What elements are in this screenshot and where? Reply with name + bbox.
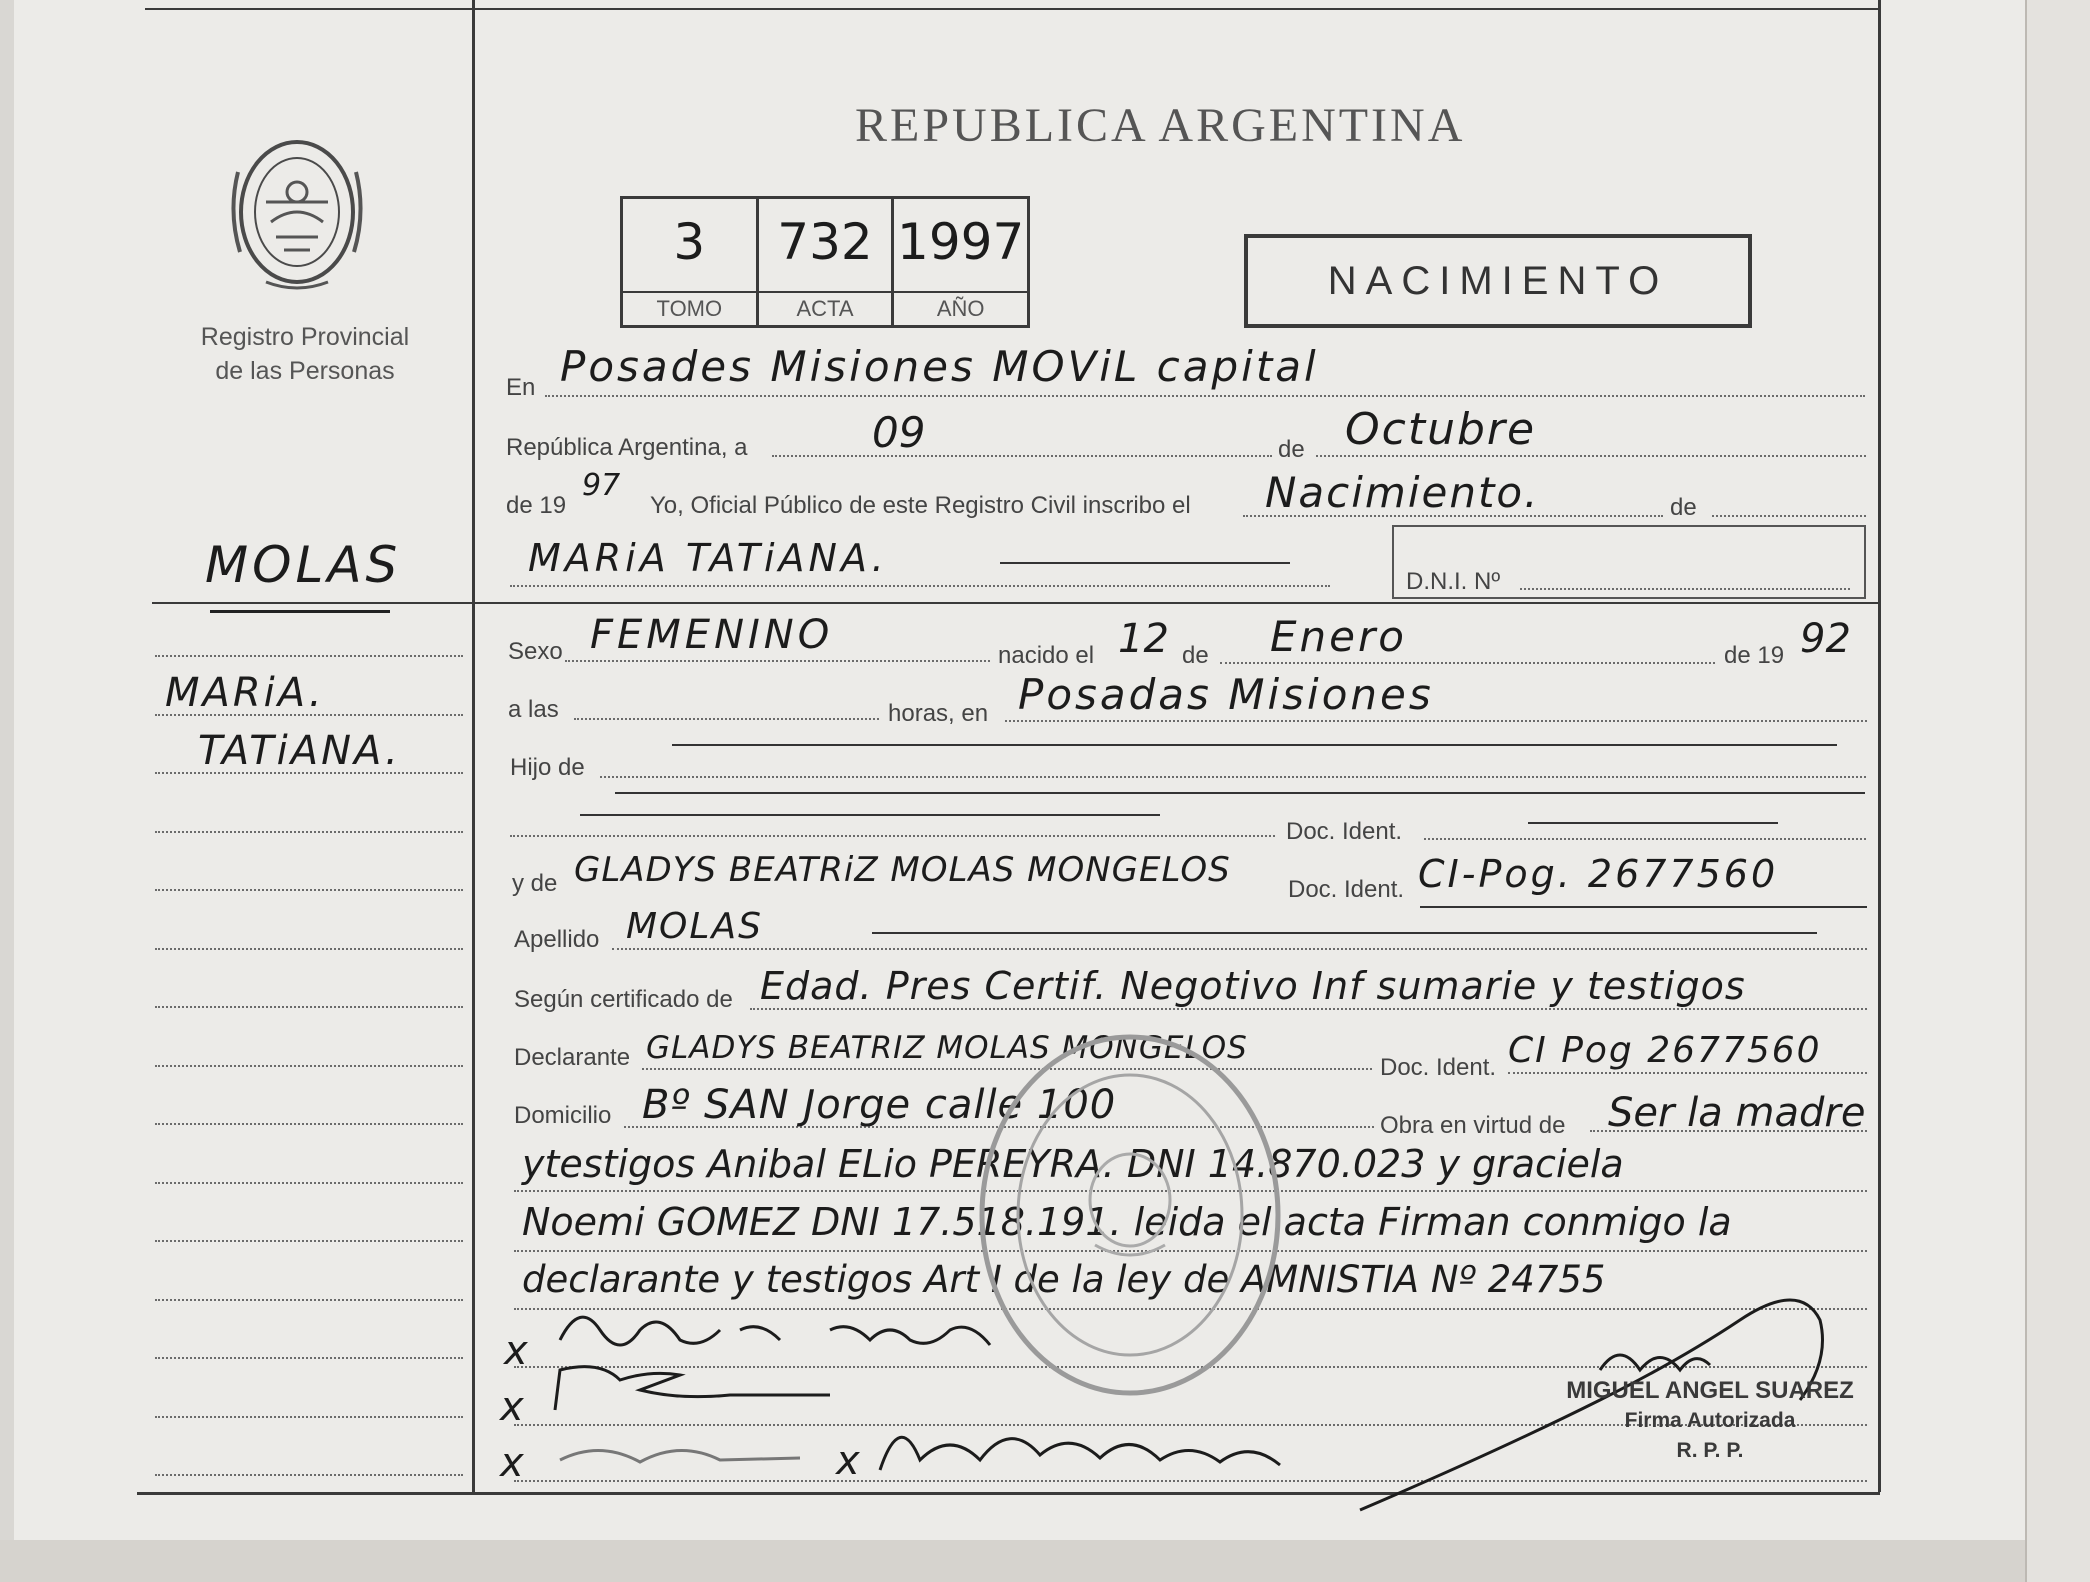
segun-label: Según certificado de	[514, 986, 733, 1013]
oficial-label: Yo, Oficial Público de este Registro Civil inscribo el	[650, 492, 1191, 519]
official-block	[1520, 1376, 1900, 1466]
apellido-label: Apellido	[514, 926, 600, 953]
birth-month-line	[1220, 662, 1715, 664]
horas-label: horas, en	[888, 700, 989, 727]
hijo-dash-2	[615, 792, 1865, 794]
apellido-dash	[872, 932, 1817, 934]
tomo-cell	[623, 199, 759, 325]
en-label: En	[506, 374, 536, 401]
margin-ruled-line	[155, 1474, 463, 1476]
inscribo-value: Nacimiento.	[1265, 468, 1540, 517]
de-label-2: de	[1670, 494, 1697, 521]
tomo-value: 3	[673, 213, 706, 271]
official-stamp-icon	[975, 1030, 1285, 1400]
person-name-dash	[1000, 562, 1290, 564]
birth-day: 12	[1118, 616, 1169, 662]
notes-line-1-text: ytestigos Anibal ELio PEREYRA. DNI 14.870.023 y graciela	[522, 1142, 1624, 1186]
day-line	[772, 455, 1272, 457]
acta-value: 732	[777, 213, 873, 271]
acta-cell	[759, 199, 895, 325]
official-office: R. P. P.	[1676, 1439, 1744, 1462]
nacido-label: nacido el	[998, 642, 1095, 669]
notes-line-3-text: declarante y testigos Art I de la ley de AMNISTIA Nº 24755	[522, 1258, 1606, 1301]
margin-ruled-line	[155, 889, 463, 891]
right-border	[1878, 0, 1881, 1492]
hijo-dash-3	[580, 814, 1160, 816]
margin-ruled-line	[155, 948, 463, 950]
margin-name-line-1: MARiA.	[165, 670, 325, 716]
margin-ruled-line	[155, 1182, 463, 1184]
facing-page-edge	[2025, 0, 2090, 1582]
birth-year: 92	[1800, 616, 1851, 662]
en-value: Posades Misiones MOViL capital	[560, 342, 1319, 391]
dni-label: D.N.I. Nº	[1406, 568, 1501, 595]
birth-de-label: de	[1182, 642, 1209, 669]
domicilio-value: Bº SAN Jorge calle 100	[642, 1082, 1117, 1128]
segun-value: Edad. Pres Certif. Negotivo Inf sumarie y testigos	[760, 964, 1746, 1008]
top-rule	[145, 8, 1880, 10]
mother-name: GLADYS BEATRiZ MOLAS MONGELOS	[574, 850, 1231, 890]
page-bottom-margin	[0, 1540, 2025, 1582]
margin-ruled-line	[155, 1240, 463, 1242]
margin-ruled-line	[155, 1357, 463, 1359]
acta-label: ACTA	[759, 291, 892, 325]
section-divider	[152, 602, 1880, 604]
segun-line	[750, 1008, 1867, 1010]
republica-label: República Argentina, a	[506, 434, 748, 461]
ano-label: AÑO	[894, 291, 1027, 325]
notes-line-2-text: Noemi GOMEZ DNI 17.518.191. leida el acta Firman conmigo la	[522, 1200, 1732, 1244]
doc-ident-label-2: Doc. Ident.	[1288, 876, 1405, 903]
margin-surname: MOLAS	[205, 536, 402, 594]
sexo-line	[565, 660, 990, 662]
registry-name	[170, 320, 440, 388]
alas-label: a las	[508, 696, 559, 723]
year-prefix-label: de 19	[506, 492, 567, 519]
registry-line-1: Registro Provincial	[200, 323, 410, 351]
signature-mark-4: x	[836, 1438, 860, 1484]
margin-ruled-line	[155, 1123, 463, 1125]
hijo-dash-1	[672, 744, 1837, 746]
month-line	[1316, 455, 1866, 457]
birth-year-prefix: de 19	[1724, 642, 1785, 669]
margin-ruled-line	[155, 714, 463, 716]
registry-line-2: de las Personas	[215, 357, 395, 385]
declarante-doc: CI Pog 2677560	[1508, 1030, 1822, 1071]
birth-month: Enero	[1270, 612, 1407, 661]
declarante-value: GLADYS BEATRIZ MOLAS MONGELOS	[646, 1030, 1248, 1066]
book-binding-edge	[0, 0, 14, 1560]
margin-ruled-line	[155, 772, 463, 774]
ano-cell	[894, 199, 1027, 325]
margin-ruled-line	[155, 1006, 463, 1008]
en-line	[545, 395, 1865, 397]
father-doc-dash	[1528, 822, 1778, 824]
hijo-line	[600, 776, 1866, 778]
country-title: REPUBLICA ARGENTINA	[855, 99, 1466, 152]
signature-mark-3: x	[500, 1440, 524, 1486]
declarante-doc-line	[1508, 1072, 1867, 1074]
margin-ruled-line	[155, 1299, 463, 1301]
obra-value: Ser la madre	[1608, 1090, 1866, 1136]
obra-label: Obra en virtud de	[1380, 1112, 1566, 1139]
bottom-rule	[137, 1492, 1880, 1495]
mother-doc-underline	[1420, 906, 1867, 908]
margin-ruled-line	[155, 831, 463, 833]
year-value: 97	[582, 468, 621, 503]
horas-place: Posadas Misiones	[1018, 670, 1434, 719]
horas-line	[1005, 720, 1867, 722]
signature-mark-2: x	[500, 1384, 524, 1430]
alas-line	[574, 718, 879, 720]
day-value: 09	[872, 408, 926, 457]
sexo-label: Sexo	[508, 638, 563, 665]
ano-value: 1997	[897, 213, 1025, 271]
margin-ruled-line	[155, 1416, 463, 1418]
domicilio-label: Domicilio	[514, 1102, 612, 1129]
de-line-2	[1712, 515, 1866, 517]
apellido-value: MOLAS	[626, 906, 763, 947]
margin-ruled-line	[155, 1065, 463, 1067]
person-name-line	[510, 585, 1330, 587]
signature-mark-1: x	[504, 1328, 528, 1374]
person-name: MARiA TATiANA.	[528, 536, 888, 580]
month-de-label: de	[1278, 436, 1305, 463]
doc-ident-label-3: Doc. Ident.	[1380, 1054, 1497, 1081]
month-value: Octubre	[1345, 404, 1537, 455]
official-role: Firma Autorizada	[1624, 1409, 1796, 1432]
father-line	[510, 835, 1275, 837]
signature-line-3	[514, 1480, 1867, 1482]
hijo-label: Hijo de	[510, 754, 585, 781]
official-name: MIGUEL ANGEL SUAREZ	[1566, 1377, 1854, 1404]
provincial-seal-icon	[226, 132, 368, 294]
mother-doc: CI-Pog. 2677560	[1418, 852, 1779, 896]
margin-name-line-2: TATiANA.	[198, 728, 401, 774]
record-reference-box	[620, 196, 1030, 328]
declarante-label: Declarante	[514, 1044, 631, 1071]
apellido-line	[612, 948, 1867, 950]
record-type-box: NACIMIENTO	[1244, 234, 1752, 328]
margin-surname-underline	[210, 610, 390, 613]
margin-divider	[472, 0, 475, 1492]
yde-label: y de	[512, 870, 558, 897]
sexo-value: FEMENINO	[590, 612, 834, 658]
margin-ruled-line	[155, 655, 463, 657]
tomo-label: TOMO	[623, 291, 756, 325]
dni-line	[1520, 588, 1850, 590]
doc-ident-label-1: Doc. Ident.	[1286, 818, 1403, 845]
father-doc-line	[1424, 838, 1866, 840]
